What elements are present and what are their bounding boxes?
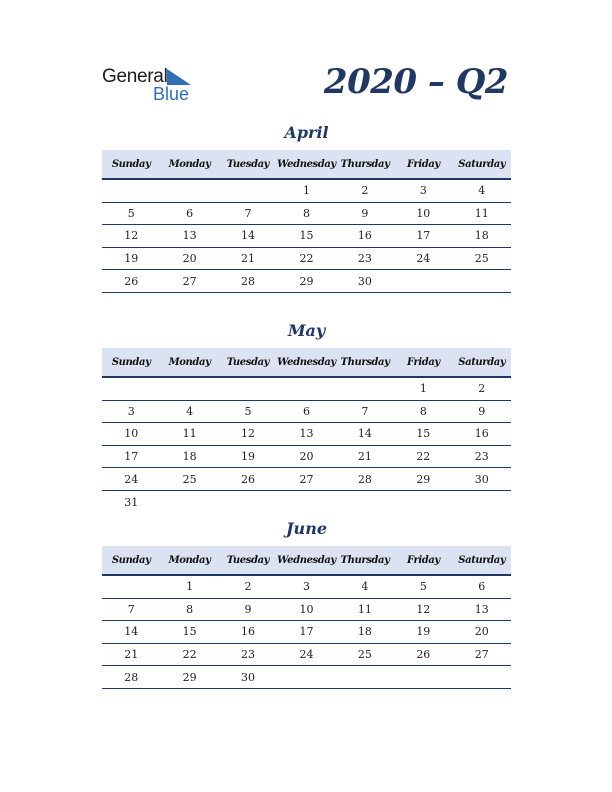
day-cell: 14 bbox=[241, 229, 256, 243]
week-row bbox=[102, 270, 511, 293]
day-cell: 29 bbox=[299, 274, 314, 288]
day-cell: 2 bbox=[361, 184, 369, 198]
day-cell: 31 bbox=[124, 495, 139, 509]
day-cell: 10 bbox=[124, 427, 139, 441]
weekday-header-row bbox=[102, 546, 511, 576]
day-cell: 7 bbox=[127, 602, 135, 616]
day-cell: 9 bbox=[244, 602, 252, 616]
day-cell: 6 bbox=[186, 206, 194, 220]
page-title: 2020 – Q2 bbox=[323, 62, 508, 102]
day-cell: 12 bbox=[241, 427, 256, 441]
day-cell: 20 bbox=[299, 450, 314, 464]
weekday-label: Saturday bbox=[458, 554, 506, 566]
day-cell: 11 bbox=[357, 602, 372, 616]
week-row bbox=[102, 423, 511, 446]
day-cell: 6 bbox=[478, 580, 486, 594]
weekday-label: Thursday bbox=[340, 158, 390, 170]
day-cell: 30 bbox=[241, 670, 256, 684]
weekday-label: Sunday bbox=[111, 356, 151, 368]
day-cell: 14 bbox=[124, 625, 139, 639]
month-june bbox=[102, 520, 511, 689]
weekday-header-row bbox=[102, 150, 511, 180]
day-cell: 5 bbox=[244, 404, 252, 418]
weekday-label: Tuesday bbox=[226, 554, 270, 566]
weekday-header-row bbox=[102, 348, 511, 378]
day-cell: 24 bbox=[416, 252, 431, 266]
day-cell: 18 bbox=[474, 229, 489, 243]
day-cell: 9 bbox=[478, 404, 486, 418]
weekday-label: Monday bbox=[168, 554, 211, 566]
day-cell: 1 bbox=[302, 184, 310, 198]
day-cell: 10 bbox=[416, 206, 431, 220]
logo-text-blue: Blue bbox=[153, 84, 190, 104]
week-row bbox=[102, 599, 511, 622]
day-cell: 17 bbox=[299, 625, 314, 639]
week-row bbox=[102, 621, 511, 644]
weekday-label: Friday bbox=[406, 554, 440, 566]
day-cell: 3 bbox=[127, 404, 135, 418]
day-cell: 13 bbox=[299, 427, 314, 441]
day-cell: 8 bbox=[419, 404, 427, 418]
day-cell: 18 bbox=[182, 450, 197, 464]
day-cell: 10 bbox=[299, 602, 314, 616]
day-cell: 16 bbox=[357, 229, 372, 243]
day-cell: 29 bbox=[182, 670, 197, 684]
day-cell: 17 bbox=[124, 450, 139, 464]
weekday-label: Friday bbox=[406, 356, 440, 368]
day-cell: 29 bbox=[416, 472, 431, 486]
week-row bbox=[102, 666, 511, 689]
day-cell: 13 bbox=[182, 229, 197, 243]
day-cell: 15 bbox=[416, 427, 431, 441]
day-cell: 15 bbox=[299, 229, 314, 243]
day-cell: 23 bbox=[357, 252, 372, 266]
week-row bbox=[102, 576, 511, 599]
day-cell: 21 bbox=[241, 252, 256, 266]
day-cell: 25 bbox=[357, 648, 372, 662]
day-cell: 19 bbox=[241, 450, 256, 464]
day-cell: 5 bbox=[127, 206, 135, 220]
calendar-grid bbox=[102, 546, 511, 689]
week-row bbox=[102, 378, 511, 401]
day-cell: 14 bbox=[357, 427, 372, 441]
day-cell: 30 bbox=[474, 472, 489, 486]
month-name: June bbox=[285, 519, 327, 538]
week-row bbox=[102, 180, 511, 203]
day-cell: 21 bbox=[357, 450, 372, 464]
day-cell: 11 bbox=[182, 427, 197, 441]
general-blue-logo bbox=[102, 66, 202, 106]
day-cell: 25 bbox=[182, 472, 197, 486]
day-cell: 26 bbox=[124, 274, 139, 288]
day-cell: 16 bbox=[474, 427, 489, 441]
day-cell: 7 bbox=[361, 404, 369, 418]
day-cell: 3 bbox=[302, 580, 310, 594]
weekday-label: Sunday bbox=[111, 554, 151, 566]
day-cell: 27 bbox=[182, 274, 197, 288]
day-cell: 18 bbox=[357, 625, 372, 639]
day-cell: 21 bbox=[124, 648, 139, 662]
weekday-label: Saturday bbox=[458, 356, 506, 368]
day-cell: 13 bbox=[474, 602, 489, 616]
month-name: May bbox=[287, 321, 326, 340]
day-cell: 26 bbox=[241, 472, 256, 486]
day-cell: 24 bbox=[299, 648, 314, 662]
day-cell: 1 bbox=[186, 580, 194, 594]
day-cell: 8 bbox=[186, 602, 194, 616]
weekday-label: Wednesday bbox=[277, 356, 336, 368]
day-cell: 6 bbox=[302, 404, 310, 418]
day-cell: 2 bbox=[244, 580, 252, 594]
day-cell: 22 bbox=[299, 252, 314, 266]
weekday-label: Wednesday bbox=[277, 158, 336, 170]
day-cell: 22 bbox=[416, 450, 431, 464]
day-cell: 22 bbox=[182, 648, 197, 662]
day-cell: 25 bbox=[474, 252, 489, 266]
weekday-label: Monday bbox=[168, 356, 211, 368]
day-cell: 20 bbox=[474, 625, 489, 639]
weekday-label: Tuesday bbox=[226, 158, 270, 170]
day-cell: 19 bbox=[416, 625, 431, 639]
weekday-label: Thursday bbox=[340, 554, 390, 566]
logo-triangle-icon bbox=[167, 69, 191, 85]
calendar-grid bbox=[102, 348, 511, 514]
weekday-label: Sunday bbox=[111, 158, 151, 170]
day-cell: 30 bbox=[357, 274, 372, 288]
day-cell: 27 bbox=[474, 648, 489, 662]
month-name: April bbox=[284, 123, 329, 142]
day-cell: 24 bbox=[124, 472, 139, 486]
day-cell: 1 bbox=[419, 382, 427, 396]
day-cell: 23 bbox=[241, 648, 256, 662]
month-april bbox=[102, 124, 511, 293]
day-cell: 28 bbox=[124, 670, 139, 684]
week-row bbox=[102, 225, 511, 248]
weekday-label: Tuesday bbox=[226, 356, 270, 368]
weekday-label: Saturday bbox=[458, 158, 506, 170]
day-cell: 28 bbox=[241, 274, 256, 288]
day-cell: 16 bbox=[241, 625, 256, 639]
week-row bbox=[102, 401, 511, 424]
day-cell: 12 bbox=[124, 229, 139, 243]
day-cell: 19 bbox=[124, 252, 139, 266]
weekday-label: Monday bbox=[168, 158, 211, 170]
day-cell: 27 bbox=[299, 472, 314, 486]
day-cell: 23 bbox=[474, 450, 489, 464]
day-cell: 9 bbox=[361, 206, 369, 220]
day-cell: 5 bbox=[419, 580, 427, 594]
weekday-label: Wednesday bbox=[277, 554, 336, 566]
day-cell: 11 bbox=[474, 206, 489, 220]
weekday-label: Friday bbox=[406, 158, 440, 170]
day-cell: 4 bbox=[478, 184, 486, 198]
day-cell: 3 bbox=[419, 184, 427, 198]
week-row bbox=[102, 248, 511, 271]
day-cell: 2 bbox=[478, 382, 486, 396]
week-row bbox=[102, 644, 511, 667]
day-cell: 7 bbox=[244, 206, 252, 220]
day-cell: 4 bbox=[186, 404, 194, 418]
day-cell: 20 bbox=[182, 252, 197, 266]
calendar-grid bbox=[102, 150, 511, 293]
day-cell: 12 bbox=[416, 602, 431, 616]
day-cell: 15 bbox=[182, 625, 197, 639]
logo-text-general: General bbox=[102, 66, 168, 87]
week-row bbox=[102, 446, 511, 469]
month-may bbox=[102, 322, 511, 514]
day-cell: 26 bbox=[416, 648, 431, 662]
week-row bbox=[102, 491, 511, 514]
day-cell: 4 bbox=[361, 580, 369, 594]
day-cell: 8 bbox=[302, 206, 310, 220]
week-row bbox=[102, 203, 511, 226]
day-cell: 17 bbox=[416, 229, 431, 243]
week-row bbox=[102, 468, 511, 491]
weekday-label: Thursday bbox=[340, 356, 390, 368]
day-cell: 28 bbox=[357, 472, 372, 486]
